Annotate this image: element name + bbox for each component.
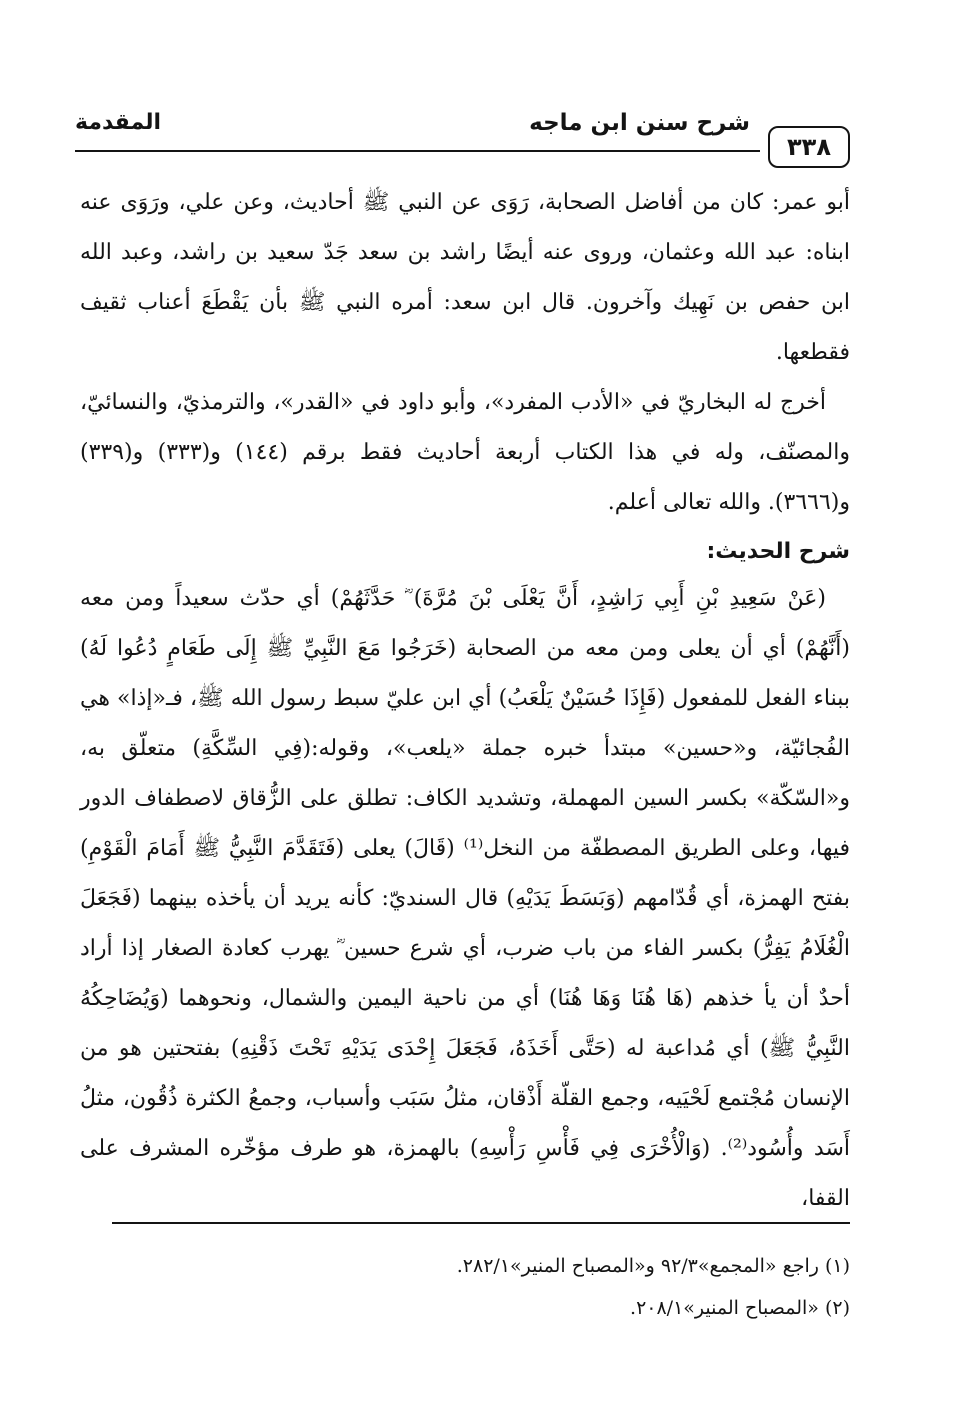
footnote-divider (112, 1222, 850, 1224)
main-text (80, 178, 850, 1224)
heading-hadith-explanation: شرح الحديث: (706, 539, 850, 564)
footnote-1: (١) راجع «المجمع»٩٢/٣ و«المصباح المنير»٢٨٢/١. (456, 1255, 850, 1277)
paragraph-hadith-commentary: (عَنْ سَعِيدِ بْنِ أَبِي رَاشِدٍ، أَنَّ يَعْلَى بْنَ مُرَّةَ) ؓ حَدَّثَهُمْ) أي حدّث سعيداً ومن معه (أَنَّهُمْ) أي أن يعلى ومن معه من الصحابة (خَرَجُوا مَعَ النَّبِيِّ ﷺ إِلَى طَعَامٍ دُعُوا لَهُ) ببناء الفعل للمفعول (فَإِذَا حُسَيْنٌ يَلْعَبُ) أي ابن عليّ سبط رسول الله ﷺ، فـ«إذا» هي الفُجائيّة، و«حسين» مبتدأ خبره جملة «يلعب»، وقوله:(فِي السِّكَّةِ) متعلّق به، و«السّكّة» بكسر السين المهملة، وتشديد الكاف: تطلق على الزُّقاق لاصطفاف الدور فيها، وعلى الطريق المصطفّة من النخل⁽¹⁾ (قَالَ) يعلى (فَتَقَدَّمَ النَّبِيُّ ﷺ أَمَامَ الْقَوْمِ) بفتح الهمزة، أي قُدّامهم (وَبَسَطَ يَدَيْهِ) قال السنديّ: كأنه يريد أن يأخذه بينهما (فَجَعَلَ الْغُلَامُ يَفِرُّ) بكسر الفاء من باب ضرب، أي شرع حسين ؓ يهرب كعادة الصغار إذا أراد أحدٌ أن يأ خذهم (هَا هُنَا وَهَا هُنَا) أي من ناحية اليمين والشمال، ونحوهما (وَيُضَاحِكُهُ النَّبِيُّ ﷺ) أي مُداعبة له (حَتَّى أَخَذَهُ، فَجَعَلَ إِحْدَى يَدَيْهِ تَحْتَ ذَقْنِهِ) بفتحتين هو من الإنسان مُجْتمع لَحْيَيه، وجمع القلّة أَذْقان، مثلُ سَبَب وأسباب، وجمعُ الكثرة ذُقُون، مثلُ أَسَد وأُسُود⁽²⁾. (وَالْأُخْرَى فِي فَأْسِ رَأْسِهِ) بالهمزة، هو طرف مؤخّره المشرف على القفا، (80, 586, 851, 1211)
paragraph-references: أخرج له البخاريّ في «الأدب المفرد»، وأبو داود في «القدر»، والترمذيّ، والنسائيّ، والمصنّف، وله في هذا الكتاب أربعة أحاديث فقط برقم (١٤٤) و(٣٣٣) و(٣٣٩) و(٣٦٦٦). والله تعالى أعلم. (80, 390, 850, 515)
footnotes (80, 1245, 850, 1329)
book-title: شرح سنن ابن ماجه (529, 110, 750, 136)
section-title: المقدمة (75, 110, 162, 135)
paragraph-biography: أبو عمر: كان من أفاضل الصحابة، رَوَى عن النبي ﷺ أحاديث، وعن علي، ورَوَى عنه ابناه: عبد الله وعثمان، وروى عنه أيضًا راشد بن سعد جَدّ سعيد بن راشد، وعبد الله ابن حفص بن نَهِيك وآخرون. قال ابن سعد: أمره النبي ﷺ بأن يَقْطَعَ أعناب ثقيف فقطعها. (80, 190, 850, 365)
page-number: ٣٣٨ (768, 126, 850, 168)
footnote-2: (٢) «المصباح المنير»٢٠٨/١. (630, 1297, 850, 1319)
header-rule (75, 150, 760, 152)
page-header (75, 108, 850, 161)
